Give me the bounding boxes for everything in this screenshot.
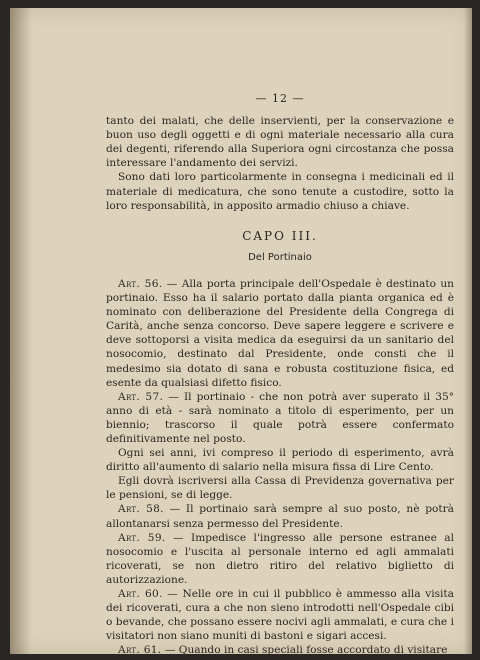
intro-paragraph-2: Sono dati loro particolarmente in consegna i medicinali ed il materiale di medicatura, che sono tenute a custodire, sotto la loro responsabilità, in apposito armadio chiuso a chiave. [106,171,454,212]
article-59 [106,531,454,587]
binding-shadow [10,8,32,654]
article-label: Art. 58. [118,503,164,516]
article-text: — Il portinaio sarà sempre al suo posto, nè potrà allontanarsi senza permesso del Presidente. [106,503,455,530]
article-label: Art. 60. [118,588,163,600]
page-text-block [106,92,454,657]
article-text: — Quando in casi speciali fosse accordato di visitare [164,644,448,657]
article-text: — Nelle ore in cui il pubblico è ammesso alla visita dei ricoverati, cura a che non sieno introdotti nell'Ospedale cibi o bevande, che possano essere nocivi agli ammalati, e cura che i visitatori non siano muniti di bastoni e sigari accesi. [106,588,454,643]
intro-paragraph-1: tanto dei malati, che delle inservienti, per la conservazione e buon uso degli oggetti e di ogni materiale necessario alla cura dei degenti, riferendo alla Superiora ogni circostanza che possa interessare l'andamento dei servizi. [106,115,454,170]
article-text: — Il portinaio - che non potrà aver superato il 35° anno di età - sarà nominato a titolo di esperimento, per un biennio; trascorso il quale potrà essere confermato definitivamente nel posto. [106,390,454,445]
article-label: Art. 61. [118,644,162,657]
article-57-paragraph-3: Egli dovrà iscriversi alla Cassa di Previdenza governativa per le pensioni, se di legge. [106,475,454,502]
article-57-paragraph-2: Ogni sei anni, ivi compreso il periodo di esperimento, avrà diritto all'aumento di salario nella misura fissa di Lire Cento. [106,447,454,474]
article-60 [106,587,454,643]
article-57 [106,390,454,446]
page-edge-shadow [464,8,472,654]
chapter-title: CAPO III. [242,228,318,243]
article-label: Art. 56. [118,277,163,290]
article-61 [106,643,454,657]
article-text: — Impedisce l'ingresso alle persone estranee al nosocomio e l'uscita al personale interno ed agli ammalati ricoverati, se non dietro ritiro del relativo biglietto di autorizzazione. [106,531,454,586]
article-text: — Alla porta principale dell'Ospedale è destinato un portinaio. Esso ha il salario portato dalla pianta organica ed è nominato con deliberazione del Presidente della Congrega di Carità, anche senza concorso. Deve sapere leggere e scrivere e deve sottoporsi a visita medica da eseguirsi da un sanitario del nosocomio, destinato dal Presidente, onde consti che il medesimo sia dotato di sana e robusta costituzione fisica, ed esente da qualsiasi difetto fisico. [106,277,455,389]
article-58 [106,502,454,530]
article-label: Art. 59. [118,531,166,544]
page-number: — 12 — [255,92,305,105]
section-title: Del Portinaio [248,251,312,263]
article-56 [106,277,454,390]
document-page [10,8,472,657]
article-label: Art. 57. [118,390,164,403]
